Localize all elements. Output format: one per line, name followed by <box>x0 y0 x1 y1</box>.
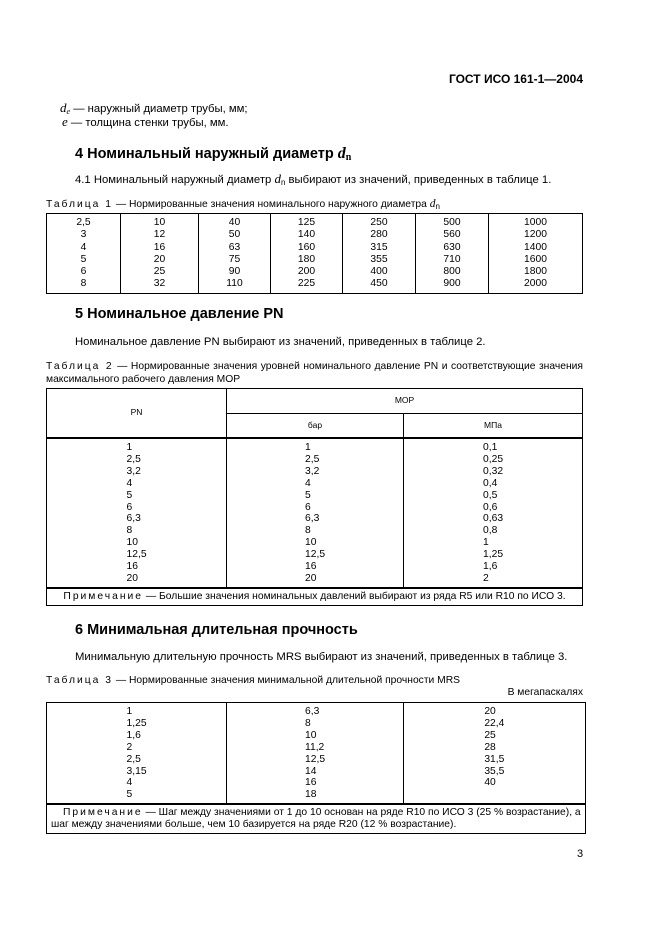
cell: 0,32 <box>483 465 504 477</box>
table-1-caption <box>46 198 440 211</box>
symbol-d: d <box>429 198 436 210</box>
cell: 10 <box>153 217 166 228</box>
document-id: ГОСТ ИСО 161-1—2004 <box>448 72 583 86</box>
table-2-note <box>47 588 583 605</box>
cell: 2,5 <box>305 453 320 465</box>
cell: 250 <box>370 217 388 228</box>
cell: 3 <box>80 229 87 241</box>
cell: 1,6 <box>483 561 498 573</box>
cell: 22,4 <box>484 717 505 729</box>
cell: 28 <box>484 741 496 753</box>
cell: 20 <box>126 572 138 584</box>
cell: 12,5 <box>305 549 326 561</box>
definition-text: — наружный диаметр трубы, мм; <box>70 103 248 115</box>
cell: 900 <box>443 278 461 290</box>
header-bar: бар <box>227 414 404 439</box>
cell: 710 <box>443 253 461 265</box>
table-1-col-3 <box>199 214 271 294</box>
header-pn: PN <box>47 389 227 439</box>
table-row <box>47 214 583 294</box>
cell: 10 <box>305 537 317 549</box>
page-number: 3 <box>577 848 584 860</box>
note-text: — Большие значения номинальных давлений выбирают из ряда R5 или R10 по ИСО 3. <box>143 590 566 602</box>
cell: 1,25 <box>126 717 147 729</box>
cell: 8 <box>305 717 311 729</box>
caption-label: Таблица 2 <box>46 361 114 372</box>
heading-text: 4 Номинальный наружный диаметр <box>75 146 338 162</box>
cell: 5 <box>80 253 87 265</box>
cell: 2,5 <box>126 453 141 465</box>
cell: 110 <box>226 278 243 290</box>
cell: 2 <box>126 741 133 753</box>
cell: 200 <box>297 266 316 278</box>
cell: 16 <box>305 561 317 573</box>
cell: 25 <box>153 266 166 278</box>
bar-column <box>227 438 404 588</box>
symbol-subscript: e <box>66 107 71 116</box>
table-note-row <box>47 804 586 833</box>
cell: 1 <box>483 537 489 549</box>
caption-label: Таблица 3 <box>46 675 113 686</box>
definition-text: — толщина стенки трубы, мм. <box>67 117 229 129</box>
section-5-paragraph: Номинальное давление PN выбирают из значений, приведенных в таблице 2. <box>75 336 486 348</box>
caption-text: — Нормированные значения уровней номинального давление PN и соответствующие значения <box>113 361 583 372</box>
cell: 225 <box>297 278 316 290</box>
header-mop: MOP <box>227 389 583 414</box>
table-3 <box>46 702 586 834</box>
cell: 63 <box>228 241 241 253</box>
caption-text: — Нормированные значения номинального наружного диаметра <box>112 199 430 210</box>
cell: 5 <box>126 489 133 501</box>
cell: 14 <box>305 765 317 777</box>
cell: 8 <box>126 525 133 537</box>
cell: 1,25 <box>483 549 504 561</box>
caption-text: максимального рабочего давления MOP <box>46 373 241 385</box>
cell: 20 <box>153 253 166 265</box>
cell: 2,5 <box>76 217 91 228</box>
cell: 0,25 <box>483 453 504 465</box>
symbol-d: d <box>274 171 281 186</box>
note-text: — Шаг между значениями от 1 до 10 основан на ряде R10 по ИСО 3 (25 % возрастание), а <box>142 807 581 819</box>
cell: 630 <box>443 241 461 253</box>
cell: 32 <box>153 278 166 290</box>
section-6-heading: 6 Минимальная длительная прочность <box>75 622 358 638</box>
symbol-d: d <box>60 100 67 115</box>
table-3-col-2 <box>227 703 404 805</box>
table-row <box>47 703 586 805</box>
table-3-units: В мегапаскалях <box>507 687 583 698</box>
cell: 16 <box>126 561 138 573</box>
section-5-heading: 5 Номинальное давление PN <box>75 306 284 322</box>
table-2 <box>46 388 583 606</box>
cell: 31,5 <box>484 753 505 765</box>
cell: 25 <box>484 729 496 741</box>
header-mpa: МПа <box>404 414 583 439</box>
table-1-col-2 <box>121 214 199 294</box>
symbol-subscript: n <box>280 178 286 187</box>
cell: 3,15 <box>126 765 147 777</box>
cell: 10 <box>126 537 138 549</box>
cell: 50 <box>228 229 241 241</box>
cell: 1000 <box>524 217 547 228</box>
cell: 125 <box>297 217 316 228</box>
pn-column <box>47 438 227 588</box>
definition-e <box>62 115 229 130</box>
cell: 1 <box>126 706 133 717</box>
note-label: Примечание <box>63 807 143 819</box>
table-3-caption <box>46 675 460 686</box>
table-note-row <box>47 588 583 605</box>
cell: 16 <box>153 241 166 253</box>
cell: 6,3 <box>126 513 141 525</box>
cell: 1200 <box>524 229 547 241</box>
cell: 75 <box>228 253 241 265</box>
cell: 12 <box>153 229 166 241</box>
cell: 0,4 <box>483 477 498 489</box>
section-6-paragraph: Минимальную длительную прочность MRS выбирают из значений, приведенных в таблице 3. <box>75 651 568 663</box>
cell: 20 <box>484 706 496 717</box>
cell: 3,2 <box>305 465 320 477</box>
cell: 0,1 <box>483 442 498 453</box>
cell: 4 <box>126 477 133 489</box>
table-3-col-1 <box>47 703 227 805</box>
cell: 2 <box>483 572 489 584</box>
cell: 2,5 <box>126 753 141 765</box>
cell: 2000 <box>524 278 547 290</box>
table-1-col-5 <box>343 214 416 294</box>
cell: 280 <box>370 229 388 241</box>
section-4-paragraph <box>75 172 551 190</box>
caption-label: Таблица 1 <box>46 199 113 210</box>
note-label: Примечание <box>63 590 144 602</box>
cell: 0,6 <box>483 501 498 513</box>
cell: 20 <box>305 572 317 584</box>
cell: 1,6 <box>126 729 141 741</box>
table-1-col-1 <box>47 214 121 294</box>
cell: 5 <box>305 489 311 501</box>
cell: 12,5 <box>305 753 326 765</box>
cell: 35,5 <box>484 765 505 777</box>
cell: 0,8 <box>483 525 498 537</box>
table-2-caption <box>46 361 583 386</box>
cell: 6 <box>80 266 87 278</box>
cell: 6,3 <box>305 706 320 717</box>
cell: 6,3 <box>305 513 320 525</box>
table-1-col-7 <box>489 214 583 294</box>
cell: 1 <box>305 442 311 453</box>
cell: 0,5 <box>483 489 498 501</box>
symbol-subscript: n <box>345 152 352 163</box>
note-text: шаг между значениями больше, чем 10 базируется на ряде R20 (12 % возрастание). <box>51 819 457 831</box>
cell: 1800 <box>524 266 547 278</box>
cell: 8 <box>80 278 87 290</box>
symbol-subscript: n <box>435 202 440 211</box>
cell: 400 <box>370 266 388 278</box>
cell: 12,5 <box>126 549 147 561</box>
mpa-column <box>404 438 583 588</box>
table-header-row <box>47 389 583 414</box>
cell: 500 <box>443 217 461 228</box>
cell: 18 <box>305 789 317 801</box>
cell: 4 <box>80 241 87 253</box>
cell: 315 <box>370 241 388 253</box>
cell: 450 <box>370 278 388 290</box>
table-3-note <box>47 804 586 833</box>
cell: 1600 <box>524 253 547 265</box>
cell: 560 <box>443 229 461 241</box>
table-1 <box>46 213 583 294</box>
cell: 355 <box>370 253 388 265</box>
table-3-col-3 <box>404 703 586 805</box>
cell: 16 <box>305 777 317 789</box>
cell: 8 <box>305 525 311 537</box>
symbol-d: d <box>337 145 346 162</box>
cell: 140 <box>297 229 316 241</box>
caption-text: — Нормированные значения минимальной длительной прочности MRS <box>112 675 461 686</box>
cell: 10 <box>305 729 317 741</box>
cell: 3,2 <box>126 465 141 477</box>
cell: 800 <box>443 266 461 278</box>
symbol-e: e <box>62 114 68 129</box>
cell: 1 <box>126 442 133 453</box>
cell: 40 <box>228 217 241 228</box>
para-text: 4.1 Номинальный наружный диаметр <box>75 174 275 186</box>
cell: 160 <box>297 241 316 253</box>
cell: 6 <box>305 501 311 513</box>
table-1-col-4 <box>271 214 343 294</box>
cell: 6 <box>126 501 133 513</box>
cell: 4 <box>126 777 133 789</box>
cell: 90 <box>228 266 241 278</box>
table-1-col-6 <box>416 214 489 294</box>
cell: 0,63 <box>483 513 504 525</box>
para-text: выбирают из значений, приведенных в таблице 1. <box>285 174 552 186</box>
section-4-heading <box>75 145 351 163</box>
cell: 40 <box>484 777 496 789</box>
cell: 11,2 <box>305 741 325 753</box>
cell: 180 <box>297 253 316 265</box>
table-row <box>47 438 583 588</box>
cell: 1400 <box>524 241 547 253</box>
cell: 4 <box>305 477 311 489</box>
cell: 5 <box>126 789 133 801</box>
